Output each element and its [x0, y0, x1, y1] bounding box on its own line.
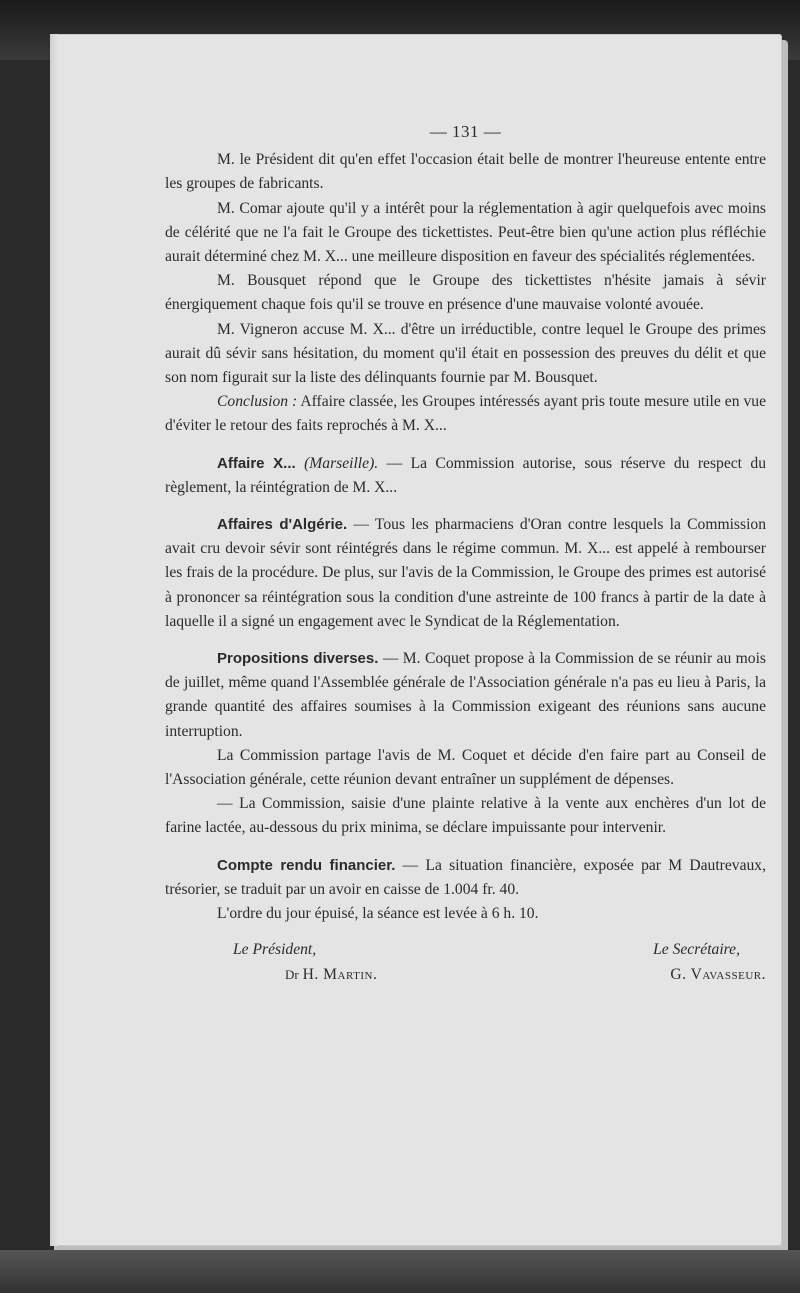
section-location: (Marseille). — [304, 454, 379, 472]
paragraph: La Commission partage l'avis de M. Coquet et décide d'en faire part au Conseil de l'Association générale, cette réunion devant entraîner un supplément de dépenses. — [165, 746, 766, 789]
conclusion-label: Conclusion : — [217, 393, 298, 411]
signature-names — [165, 963, 766, 987]
paragraph-text: — La Commission autorise, sous réserve du respect du règlement, la réintégration de M. X... — [165, 454, 767, 496]
section-compte-rendu — [165, 854, 766, 902]
paragraph: L'ordre du jour épuisé, la séance est levée à 6 h. 10. — [217, 905, 539, 923]
paragraph-text: Affaire classée, les Groupes intéressés ayant pris toute mesure utile en vue d'éviter le retour des faits reprochés à M. X... — [165, 393, 766, 435]
paragraph: M. Bousquet répond que le Groupe des tickettistes n'hésite jamais à sévir énergiquement chaque fois qu'il se trouve en présence d'une mauvaise volonté avouée. — [165, 272, 766, 314]
section-heading: Affaire X... — [217, 454, 296, 472]
section-affaire-x — [165, 452, 766, 500]
section-heading: Compte rendu financier. — [217, 856, 396, 874]
section-propositions — [165, 647, 766, 744]
paragraph: M. Comar ajoute qu'il y a intérêt pour la réglementation à agir quelquefois avec moins de célérité que ne l'a fait le Groupe des tickettistes. Peut-être bien qu'une action plus réfléchie aurait déterminé chez M. X... une meilleure disposition en faveur des spécialités réglementées. — [165, 199, 766, 266]
section-heading: Affaires d'Algérie. — [217, 516, 348, 534]
president-prefix: Dr — [285, 966, 299, 982]
president-name-text: H. Martin. — [302, 965, 378, 983]
signature-titles — [165, 938, 766, 962]
paragraph: M. le Président dit qu'en effet l'occasion était belle de montrer l'heureuse entente entre les groupes de fabricants. — [165, 151, 766, 193]
page-binding-edge — [50, 34, 58, 1246]
secretary-name: G. Vavasseur. — [670, 965, 766, 983]
secretary-title: Le Secrétaire, — [653, 941, 740, 959]
paragraph-text: — La situation financière, exposée par M Dautrevaux, trésorier, se traduit par un avoir en caisse de 1.004 fr. 40. — [165, 856, 766, 898]
paragraph: M. Vigneron accuse M. X... d'être un irréductible, contre lequel le Groupe des primes aurait dû sévir sans hésitation, du moment qu'il était en possession des preuves du délit et que son nom figurait sur la liste des délinquants fournie par M. Bousquet. — [165, 320, 766, 387]
page-content — [165, 120, 766, 987]
section-algerie — [165, 513, 766, 634]
paragraph-text: — Tous les pharmaciens d'Oran contre lesquels la Commission avait cru devoir sévir sont réintégrés dans le régime commun. M. X... est appelé à rembourser les frais de la procédure. De plus, sur l'avis de la Commission, le Groupe des primes est autorisé à prononcer sa réintégration sous la condition d'une astreinte de 100 francs à partir de la date à laquelle il a signé un engagement avec le Syndicat de la Réglementation. — [165, 516, 766, 630]
paragraph-text: — M. Coquet propose à la Commission de se réunir au mois de juillet, même quand l'Assemblée générale de l'Association générale n'a pas eu lieu à Paris, la grande quantité des affaires soumises à la Commission exigeant des réunions sans aucune interruption. — [165, 650, 766, 740]
section-heading: Propositions diverses. — [217, 650, 379, 668]
president-name — [285, 963, 377, 987]
president-title: Le Président, — [233, 941, 317, 959]
paragraph: — La Commission, saisie d'une plainte relative à la vente aux enchères d'un lot de farine lactée, au-dessous du prix minima, se déclare impuissante pour intervenir. — [165, 795, 766, 837]
conclusion-paragraph — [165, 390, 766, 438]
scan-backdrop-bottom — [0, 1250, 800, 1293]
page-number: — 131 — — [429, 122, 502, 141]
